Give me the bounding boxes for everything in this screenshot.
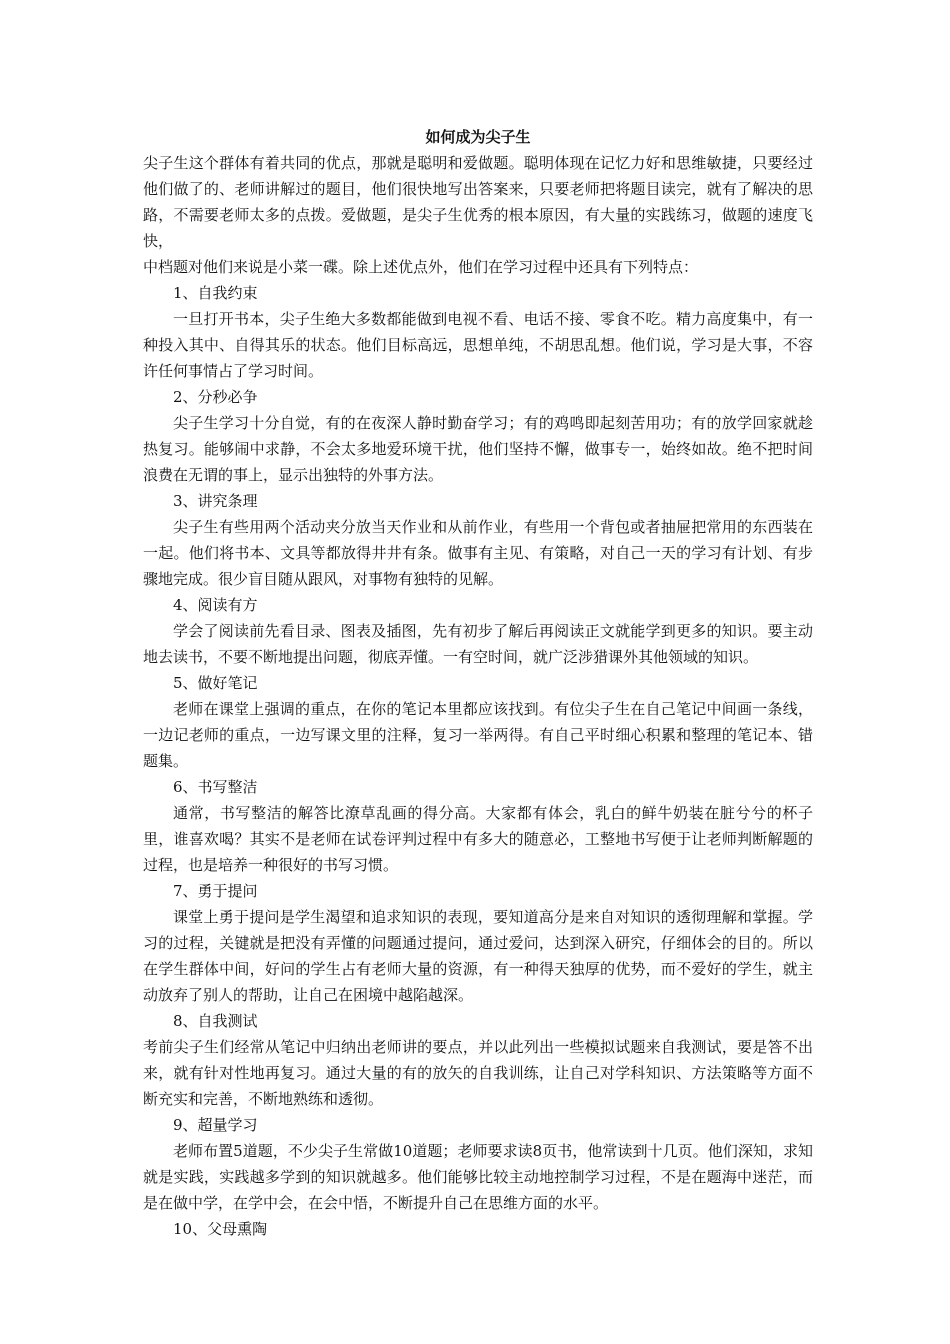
section-heading-3: 3、讲究条理 [173, 492, 258, 510]
section-heading-9: 9、超量学习 [173, 1116, 258, 1134]
section-body-9: 老师布置5道题，不少尖子生常做10道题；老师要求读8页书，他常读到十几页。他们深知，求知就是实践，实践越多学到的知识就越多。他们能够比较主动地控制学习过程，不是在题海中迷茫，而是在做中学，在学中会，在会中悟，不断提升自己在思维方面的水平。 [143, 1142, 813, 1212]
intro-paragraph: 尖子生这个群体有着共同的优点，那就是聪明和爱做题。聪明体现在记忆力好和思维敏捷，只要经过他们做了的、老师讲解过的题目，他们很快地写出答案来，只要老师把将题目读完，就有了解决的思路，不需要老师太多的点拨。爱做题，是尖子生优秀的根本原因，有大量的实践练习，做题的速度飞快， [143, 154, 813, 250]
section-heading-2: 2、分秒必争 [173, 388, 258, 406]
section-body-6: 通常，书写整洁的解答比潦草乱画的得分高。大家都有体会，乳白的鲜牛奶装在脏兮兮的杯子里，谁喜欢喝？其实不是老师在试卷评判过程中有多大的随意必，工整地书写便于让老师判断解题的过程，也是培养一种很好的书写习惯。 [143, 804, 813, 874]
section-body-1: 一旦打开书本，尖子生绝大多数都能做到电视不看、电话不接、零食不吃。精力高度集中，有一种投入其中、自得其乐的状态。他们目标高远，思想单纯，不胡思乱想。他们说，学习是大事，不容许任何事情占了学习时间。 [143, 310, 813, 380]
section-heading-8: 8、自我测试 [173, 1012, 258, 1030]
document-page [143, 124, 813, 1242]
section-body-4: 学会了阅读前先看目录、图表及插图，先有初步了解后再阅读正文就能学到更多的知识。要主动地去读书，不要不断地提出问题，彻底弄懂。一有空时间，就广泛涉猎课外其他领域的知识。 [143, 622, 813, 666]
section-heading-1: 1、自我约束 [173, 284, 258, 302]
section-heading-7: 7、勇于提问 [173, 882, 258, 900]
section-heading-4: 4、阅读有方 [173, 596, 258, 614]
section-body-3: 尖子生有些用两个活动夹分放当天作业和从前作业，有些用一个背包或者抽屉把常用的东西装在一起。他们将书本、文具等都放得井井有条。做事有主见、有策略，对自己一天的学习有计划、有步骤地完成。很少盲目随从跟风，对事物有独特的见解。 [143, 518, 813, 588]
section-body-7: 课堂上勇于提问是学生渴望和追求知识的表现，要知道高分是来自对知识的透彻理解和掌握。学习的过程，关键就是把没有弄懂的问题通过提问，通过爱问，达到深入研究，仔细体会的目的。所以在学生群体中间，好问的学生占有老师大量的资源，有一种得天独厚的优势，而不爱好的学生，就主动放弃了别人的帮助，让自己在困境中越陷越深。 [143, 908, 813, 1004]
section-body-5: 老师在课堂上强调的重点，在你的笔记本里都应该找到。有位尖子生在自己笔记中间画一条线，一边记老师的重点，一边写课文里的注释，复习一举两得。有自己平时细心积累和整理的笔记本、错题集。 [143, 700, 813, 770]
section-heading-5: 5、做好笔记 [173, 674, 258, 692]
document-title: 如何成为尖子生 [425, 128, 531, 146]
intro-paragraph-continued: 中档题对他们来说是小菜一碟。除上述优点外，他们在学习过程中还具有下列特点： [143, 258, 699, 276]
section-body-2: 尖子生学习十分自觉，有的在夜深人静时勤奋学习；有的鸡鸣即起刻苦用功；有的放学回家就趁热复习。能够闹中求静，不会太多地爱环境干扰，他们坚持不懈，做事专一，始终如故。绝不把时间浪费在无谓的事上，显示出独特的外事方法。 [143, 414, 813, 484]
section-heading-10: 10、父母熏陶 [173, 1220, 268, 1238]
section-body-8: 考前尖子生们经常从笔记中归纳出老师讲的要点，并以此列出一些模拟试题来自我测试，要是答不出来，就有针对性地再复习。通过大量的有的放矢的自我训练，让自己对学科知识、方法策略等方面不断充实和完善，不断地熟练和透彻。 [143, 1038, 813, 1108]
section-heading-6: 6、书写整洁 [173, 778, 258, 796]
